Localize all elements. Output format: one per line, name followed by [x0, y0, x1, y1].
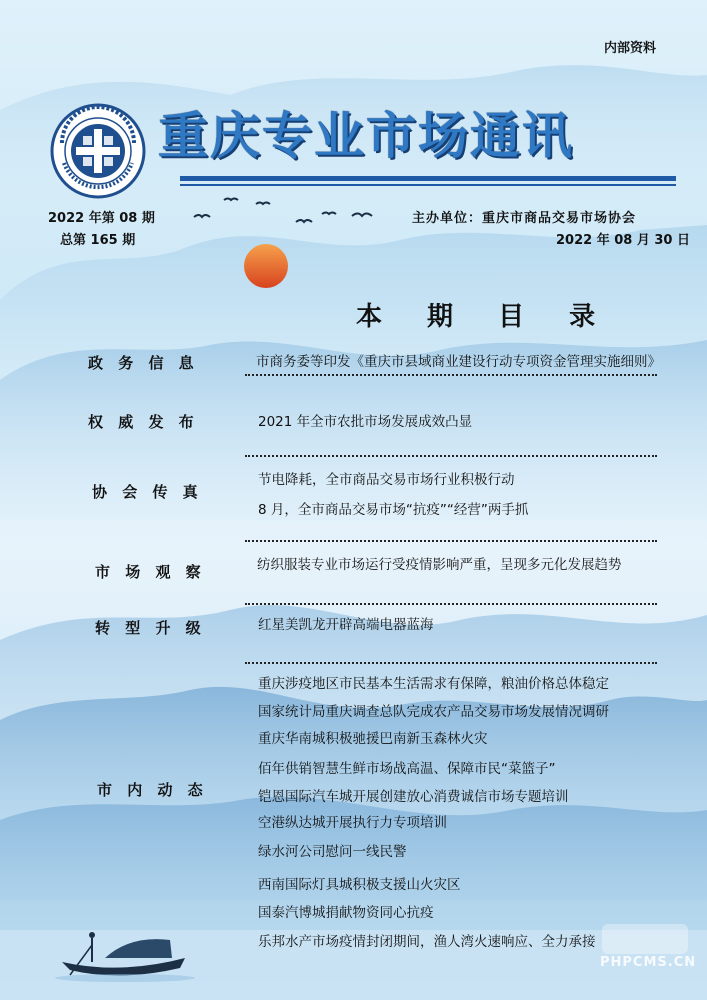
toc-divider [245, 540, 657, 542]
issue-number: 2022 年第 08 期 [48, 211, 155, 226]
toc-item[interactable]: 西南国际灯具城积极支援山火灾区 [258, 877, 461, 893]
toc-item[interactable]: 乐邦水产市场疫情封闭期间，渔人湾火速响应、全力承接 [258, 934, 596, 950]
flying-birds-icon [194, 199, 372, 223]
toc-category-local-news: 市 内 动 态 [97, 781, 208, 799]
toc-category-observation: 市 场 观 察 [95, 563, 206, 581]
total-issue-number: 总第 165 期 [60, 233, 136, 248]
toc-item[interactable]: 重庆涉疫地区市民基本生活需求有保障，粮油价格总体稳定 [258, 676, 609, 692]
toc-divider [245, 603, 657, 605]
toc-item[interactable]: 佰年供销智慧生鲜市场战高温、保障市民“菜篮子” [258, 761, 556, 777]
toc-divider [245, 374, 657, 376]
toc-category-association: 协 会 传 真 [92, 483, 203, 501]
toc-item[interactable]: 市商务委等印发《重庆市县域商业建设行动专项资金管理实施细则》 [256, 354, 661, 370]
publication-date: 2022 年 08 月 30 日 [556, 233, 690, 248]
toc-category-transformation: 转 型 升 级 [95, 619, 206, 637]
toc-item[interactable]: 空港纵达城开展执行力专项培训 [258, 815, 447, 831]
toc-item[interactable]: 8 月，全市商品交易市场“抗疫”“经营”两手抓 [258, 502, 529, 518]
toc-item[interactable]: 铠恩国际汽车城开展创建放心消费诚信市场专题培训 [258, 789, 569, 805]
internal-label: 内部资料 [604, 41, 657, 56]
publication-title: 重庆专业市场通讯 [158, 107, 574, 165]
title-rule-thin [180, 184, 676, 186]
toc-divider [245, 662, 657, 664]
association-seal-icon [50, 103, 146, 199]
toc-item[interactable]: 国家统计局重庆调查总队完成农产品交易市场发展情况调研 [258, 704, 609, 720]
toc-divider [245, 455, 657, 457]
toc-item[interactable]: 红星美凯龙开辟高端电器蓝海 [258, 617, 434, 633]
toc-category-authority: 权 威 发 布 [88, 413, 199, 431]
toc-item[interactable]: 国泰汽博城捐献物资同心抗疫 [258, 905, 434, 921]
sun-icon [244, 244, 288, 288]
toc-item[interactable]: 重庆华南城积极驰援巴南新玉森林火灾 [258, 731, 488, 747]
watermark-text: PHPCMS.CN [600, 955, 697, 970]
toc-category-government: 政 务 信 息 [88, 354, 199, 372]
toc-item[interactable]: 节电降耗，全市商品交易市场行业积极行动 [258, 472, 515, 488]
sponsor-label: 主办单位：重庆市商品交易市场协会 [412, 211, 637, 226]
toc-item[interactable]: 2021 年全市农批市场发展成效凸显 [258, 414, 473, 430]
toc-title: 本 期 目 录 [356, 302, 614, 332]
toc-item[interactable]: 纺织服装专业市场运行受疫情影响严重，呈现多元化发展趋势 [257, 557, 622, 573]
title-rule-thick [180, 176, 676, 181]
toc-item[interactable]: 绿水河公司慰问一线民警 [258, 844, 407, 860]
